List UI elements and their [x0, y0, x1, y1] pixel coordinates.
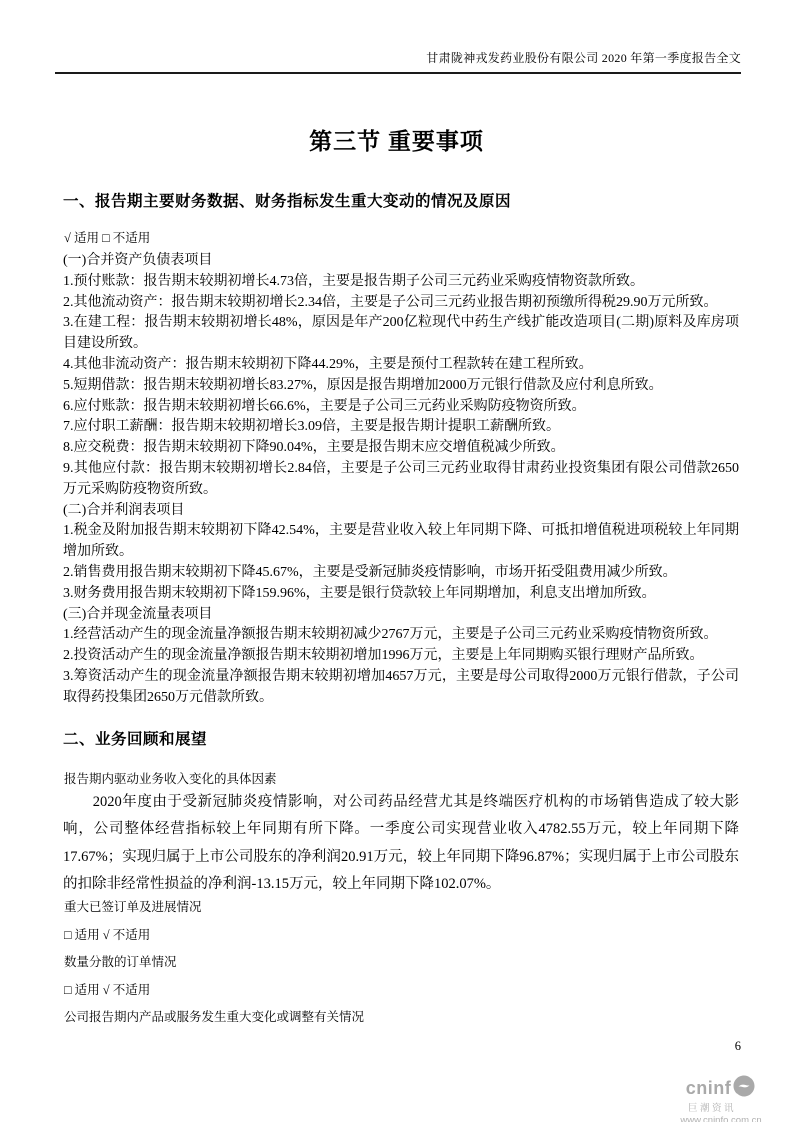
section2-heading: 二、业务回顾和展望 [63, 731, 208, 748]
major-orders-label: 重大已签订单及进展情况 [64, 900, 202, 914]
income-statement-item: 1.税金及附加报告期末较期初下降42.54%，主要是营业收入较上年同期下降、可抵扣增值税进项税较上年同期增加所致。 [63, 523, 739, 560]
cash-flow-item: 1.经营活动产生的现金流量净额报告期末较期初减少2767万元，主要是子公司三元药业采购疫情物资所致。 [63, 627, 718, 643]
balance-sheet-item: 2.其他流动资产：报告期末较期初增长2.34倍，主要是子公司三元药业报告期初预缴所得税29.90万元所致。 [63, 294, 718, 310]
balance-sheet-subheading: (一)合并资产负债表项目 [63, 253, 213, 268]
balance-sheet-item: 1.预付账款：报告期末较期初增长4.73倍，主要是报告期子公司三元药业采购疫情物资款所致。 [63, 273, 644, 289]
cninfo-logo-text: cninf [685, 1078, 732, 1098]
section1-heading: 一、报告期主要财务数据、财务指标发生重大变动的情况及原因 [63, 193, 512, 210]
balance-sheet-item: 3.在建工程：报告期末较期初增长48%，原因是年产200亿粒现代中药生产线扩能改造项目(二期)原料及库房项目建设所致。 [63, 315, 739, 352]
orders-block [64, 894, 740, 1032]
cash-flow-item: 2.投资活动产生的现金流量净额报告期末较期初增加1996万元，主要是上年同期购买银行理财产品所致。 [63, 648, 704, 664]
cash-flow-item: 3.筹资活动产生的现金流量净额报告期末较期初增加4657万元，主要是母公司取得2000万元银行借款，子公司取得药投集团2650万元借款所致。 [63, 668, 739, 705]
product-change-label: 公司报告期内产品或服务发生重大变化或调整有关情况 [64, 1010, 365, 1024]
balance-sheet-item: 6.应付账款：报告期末较期初增长66.6%，主要是子公司三元药业采购防疫物资所致。 [63, 398, 586, 414]
major-orders-applicability: □ 适用 √ 不适用 [64, 927, 151, 942]
revenue-drivers-label: 报告期内驱动业务收入变化的具体因素 [64, 772, 277, 786]
balance-sheet-item: 9.其他应付款：报告期末较期初增长2.84倍，主要是子公司三元药业取得甘肃药业投资集团有限公司借款2650万元采购防疫物资所致。 [63, 460, 739, 497]
page-header [55, 50, 741, 74]
balance-sheet-item: 7.应付职工薪酬：报告期末较期初增长3.09倍，主要是报告期计提职工薪酬所致。 [63, 419, 560, 435]
financial-changes-block [63, 251, 739, 709]
revenue-drivers-paragraph: 2020年度由于受新冠肺炎疫情影响，对公司药品经营尤其是终端医疗机构的市场销售造成了较大影响，公司整体经营指标较上年同期有所下降。一季度公司实现营业收入4782.55万元，较上年同期下降17.67%；实现归属于上市公司股东的净利润20.91万元，较上年同期下降96.87%；实现归属于上市公司股东的扣除非经常性损益的净利润-13.15万元，较上年同期下降102.07%。 [63, 794, 739, 893]
chapter-title: 第三节 重要事项 [309, 129, 484, 154]
cninfo-logo-url: www.cninfo.com.cn [680, 1115, 762, 1122]
balance-sheet-item: 4.其他非流动资产：报告期末较期初下降44.29%，主要是预付工程款转在建工程所致。 [63, 356, 593, 372]
scattered-orders-label: 数量分散的订单情况 [64, 955, 177, 969]
balance-sheet-item: 8.应交税费：报告期末较期初下降90.04%，主要是报告期末应交增值税减少所致。 [63, 440, 565, 456]
cninfo-swirl-icon [732, 1074, 756, 1103]
header-title: 甘肃陇神戎发药业股份有限公司 2020 年第一季度报告全文 [426, 51, 741, 65]
cninfo-logo-caption: 巨潮资讯 [687, 1103, 736, 1114]
section1-applicability: √ 适用 □ 不适用 [64, 231, 151, 245]
cninfo-watermark [661, 1074, 781, 1122]
income-statement-item: 3.财务费用报告期末较期初下降159.96%，主要是银行贷款较上年同期增加，利息支出增加所致。 [63, 585, 656, 601]
scattered-orders-applicability: □ 适用 √ 不适用 [64, 982, 151, 997]
income-statement-item: 2.销售费用报告期末较期初下降45.67%，主要是受新冠肺炎疫情影响，市场开拓受阻费用减少所致。 [63, 564, 677, 580]
page-number: 6 [734, 1039, 741, 1053]
income-statement-subheading: (二)合并利润表项目 [63, 502, 185, 518]
cash-flow-subheading: (三)合并现金流量表项目 [63, 606, 213, 622]
balance-sheet-item: 5.短期借款：报告期末较期初增长83.27%，原因是报告期增加2000万元银行借款及应付利息所致。 [63, 377, 663, 393]
